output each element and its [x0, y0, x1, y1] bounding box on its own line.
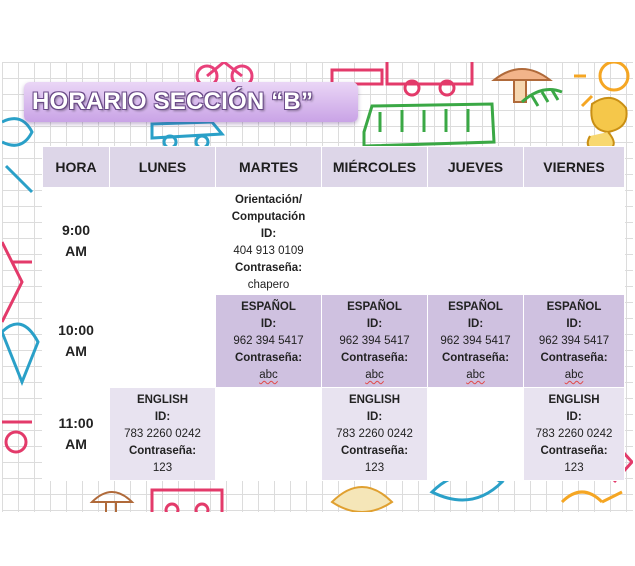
- hour-time: 10:00: [58, 322, 94, 338]
- hour-time: 9:00: [61, 222, 91, 238]
- meeting-id: 962 394 5417: [440, 335, 511, 347]
- schedule-cell: [322, 388, 428, 481]
- bus-icon: [364, 104, 494, 146]
- subject-label: ESPAÑOL: [448, 301, 503, 313]
- shell-icon: [2, 119, 32, 192]
- password-label: Contraseña:: [340, 445, 409, 457]
- id-label: ID:: [154, 411, 171, 423]
- meeting-id: 962 394 5417: [339, 335, 410, 347]
- hour-cell: [43, 295, 110, 388]
- password-label: Contraseña:: [128, 445, 197, 457]
- meeting-id: 962 394 5417: [233, 335, 304, 347]
- password-value: abc: [466, 369, 485, 381]
- id-label: ID:: [260, 318, 277, 330]
- id-label: ID:: [566, 318, 582, 330]
- subject-label: ENGLISH: [548, 394, 600, 406]
- schedule-cell: [216, 188, 322, 295]
- schedule-slide: [2, 62, 633, 512]
- password-label: Contraseña:: [540, 352, 608, 364]
- id-label: ID:: [467, 318, 484, 330]
- schedule-cell: [216, 295, 322, 388]
- meeting-id: 962 394 5417: [538, 335, 610, 347]
- schedule-cell: [524, 388, 625, 481]
- password-label: Contraseña:: [441, 352, 510, 364]
- schedule-cell: [428, 295, 524, 388]
- schedule-cell-empty: [110, 188, 216, 295]
- col-header-lunes: LUNES: [110, 147, 216, 188]
- header-row: [43, 147, 625, 188]
- schedule-cell: [322, 295, 428, 388]
- id-label: ID:: [566, 411, 582, 423]
- bird-icon: [588, 98, 627, 152]
- schedule-cell: [110, 388, 216, 481]
- hour-cell: [43, 188, 110, 295]
- title-banner: [24, 82, 358, 122]
- password-label: Contraseña:: [340, 352, 409, 364]
- password-value: chapero: [247, 279, 290, 291]
- subject-label: ENGLISH: [136, 394, 189, 406]
- train-icon: [152, 490, 222, 512]
- meeting-id: 783 2260 0242: [124, 428, 201, 440]
- password-value: abc: [564, 369, 584, 381]
- hour-period: AM: [65, 436, 87, 452]
- col-header-jueves: JUEVES: [428, 147, 524, 188]
- schedule-cell-empty: [322, 188, 428, 295]
- hour-time: 11:00: [58, 415, 94, 431]
- password-value: abc: [365, 369, 384, 381]
- schedule-cell-empty: [110, 295, 216, 388]
- mushroom-icon: [92, 492, 132, 512]
- mushroom-icon: [494, 69, 550, 102]
- shell-icon: [2, 422, 32, 452]
- leaf-icon: [522, 90, 562, 106]
- subject-label: ESPAÑOL: [546, 301, 602, 313]
- hour-cell: [43, 388, 110, 481]
- col-header-martes: MARTES: [216, 147, 322, 188]
- table-row: [43, 295, 625, 388]
- password-value: abc: [259, 369, 278, 381]
- id-label: ID:: [366, 411, 383, 423]
- schedule-cell: [524, 295, 625, 388]
- subject-label: ESPAÑOL: [347, 301, 402, 313]
- hour-period: AM: [65, 343, 87, 359]
- subject-label: Computación: [231, 211, 306, 223]
- schedule-cell-empty: [216, 388, 322, 481]
- car-icon: [152, 122, 222, 148]
- subject-label: ENGLISH: [348, 394, 401, 406]
- ice-cream-icon: [2, 324, 38, 382]
- password-label: Contraseña:: [234, 352, 303, 364]
- col-header-viernes: VIERNES: [524, 147, 625, 188]
- snail-icon: [562, 492, 622, 502]
- meeting-id: 404 913 0109: [233, 245, 304, 257]
- schedule-cell-empty: [428, 388, 524, 481]
- page-title: HORARIO SECCIÓN “B”: [32, 88, 314, 115]
- meeting-id: 783 2260 0242: [535, 428, 613, 440]
- id-label: ID:: [366, 318, 383, 330]
- password-label: Contraseña:: [540, 445, 608, 457]
- kite-icon: [2, 242, 32, 322]
- schedule-cell-empty: [524, 188, 625, 295]
- meeting-id: 783 2260 0242: [336, 428, 413, 440]
- col-header-hora: HORA: [43, 147, 110, 188]
- password-value: 123: [152, 462, 173, 474]
- password-label: Contraseña:: [234, 262, 303, 274]
- col-header-miercoles: MIÉRCOLES: [322, 147, 428, 188]
- subject-label: Orientación/: [234, 194, 303, 206]
- leaf-icon: [332, 487, 392, 512]
- table-row: [43, 188, 625, 295]
- subject-label: ESPAÑOL: [241, 301, 296, 313]
- hour-period: AM: [65, 243, 87, 259]
- password-value: 123: [364, 462, 385, 474]
- schedule-cell-empty: [428, 188, 524, 295]
- schedule-table: [42, 146, 625, 481]
- table-row: [43, 388, 625, 481]
- id-label: ID:: [260, 228, 277, 240]
- password-value: 123: [564, 462, 584, 474]
